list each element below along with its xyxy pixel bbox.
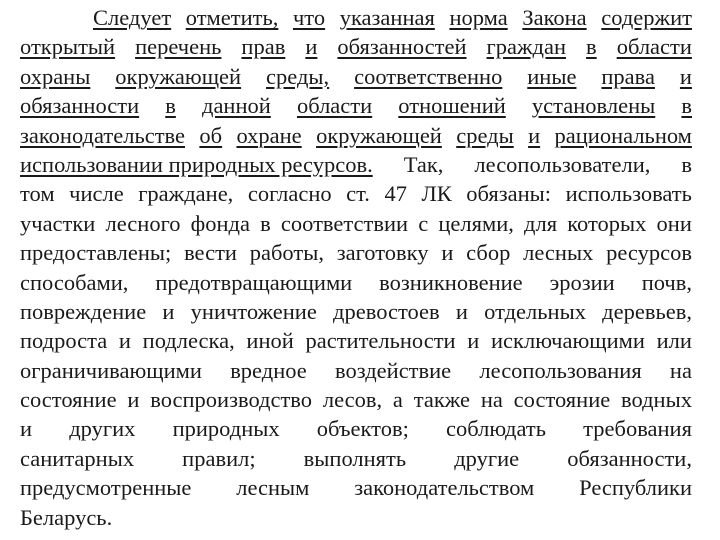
word: 47 bbox=[384, 181, 407, 207]
word: или bbox=[656, 328, 692, 354]
word: лесов, bbox=[322, 387, 383, 413]
word: отношений bbox=[398, 93, 506, 119]
word: отдельных bbox=[484, 298, 586, 324]
word: перечень bbox=[135, 34, 222, 60]
word: они bbox=[656, 210, 692, 236]
word: среды, bbox=[266, 63, 330, 89]
word: и bbox=[162, 298, 175, 324]
text-line bbox=[20, 3, 692, 32]
word: области bbox=[296, 93, 373, 119]
word: открытый bbox=[20, 34, 116, 60]
word: в bbox=[260, 210, 271, 236]
word: законодательством bbox=[354, 475, 535, 501]
word: требования bbox=[583, 416, 692, 442]
word: подроста bbox=[20, 328, 108, 354]
word: предотвращающими bbox=[155, 269, 353, 295]
word: Закона bbox=[522, 5, 587, 30]
word: другие bbox=[454, 445, 520, 471]
word: окружающей bbox=[115, 63, 242, 89]
word: охране bbox=[236, 122, 302, 148]
word: выполнять bbox=[303, 445, 407, 471]
word: соответствии bbox=[280, 210, 409, 236]
word: числе bbox=[69, 181, 124, 207]
word: среды bbox=[456, 122, 514, 148]
word: и bbox=[528, 122, 541, 148]
word: целями, bbox=[438, 210, 514, 236]
word: природных bbox=[172, 416, 280, 442]
text-line bbox=[20, 356, 692, 385]
word: предоставлены; bbox=[20, 240, 172, 266]
word: и bbox=[118, 328, 131, 354]
text-line bbox=[20, 297, 692, 326]
text-line bbox=[20, 179, 692, 208]
word: на bbox=[480, 387, 503, 413]
word: в bbox=[681, 93, 692, 119]
word: и bbox=[441, 240, 454, 266]
word: ресурсов bbox=[606, 240, 692, 266]
word: деревьев, bbox=[602, 298, 692, 324]
word: а bbox=[392, 387, 403, 413]
word: воспроизводство bbox=[150, 387, 313, 413]
text-line bbox=[20, 503, 692, 532]
word: фонда bbox=[190, 210, 250, 236]
word: работы, bbox=[249, 240, 324, 266]
word: соблюдать bbox=[446, 416, 546, 442]
word: эрозии bbox=[549, 269, 615, 295]
word: указанная bbox=[339, 5, 435, 30]
word: граждан bbox=[486, 34, 567, 60]
word: лесных bbox=[523, 240, 594, 266]
word: Беларусь. bbox=[20, 504, 113, 530]
word: Следует bbox=[93, 5, 172, 30]
word: окружающей bbox=[316, 122, 442, 148]
word: данной bbox=[202, 93, 271, 119]
word: отметить, bbox=[185, 5, 279, 30]
word: в bbox=[681, 151, 692, 177]
word: и bbox=[127, 387, 140, 413]
document-page bbox=[20, 3, 692, 532]
word: и bbox=[467, 328, 480, 354]
word: что bbox=[292, 5, 326, 30]
word: обязанности bbox=[20, 93, 140, 119]
text-line bbox=[20, 91, 692, 120]
word: Так, bbox=[403, 151, 444, 177]
word: об bbox=[199, 122, 223, 148]
word: лесопользования bbox=[479, 357, 642, 383]
word: законодательстве bbox=[20, 122, 186, 148]
word: воздействие bbox=[335, 357, 452, 383]
word: сбор bbox=[466, 240, 511, 266]
word: лесного bbox=[105, 210, 181, 236]
word: на bbox=[669, 357, 692, 383]
word: исключающими bbox=[491, 328, 645, 354]
word: обязаны: bbox=[466, 181, 552, 207]
word: которых bbox=[567, 210, 647, 236]
word: древостоев bbox=[333, 298, 440, 324]
word: области bbox=[616, 34, 692, 60]
word: заготовку bbox=[336, 240, 429, 266]
text-line bbox=[20, 150, 692, 179]
word: использовать bbox=[565, 181, 692, 207]
word: ст. bbox=[346, 181, 370, 207]
word: установлены bbox=[531, 93, 656, 119]
word: рациональном bbox=[554, 122, 692, 148]
word: участки bbox=[20, 210, 96, 236]
word: других bbox=[69, 416, 136, 442]
word: использовании природных ресурсов. bbox=[20, 151, 373, 177]
word: лесопользователи, bbox=[474, 151, 651, 177]
word: для bbox=[524, 210, 558, 236]
word: состояние bbox=[513, 387, 611, 413]
word: способами, bbox=[20, 269, 129, 295]
word: лесным bbox=[236, 475, 310, 501]
word: уничтожение bbox=[190, 298, 317, 324]
word: и bbox=[679, 63, 692, 89]
text-line bbox=[20, 444, 692, 473]
word: подлеска, bbox=[142, 328, 235, 354]
text-line bbox=[20, 209, 692, 238]
word: состояние bbox=[20, 387, 117, 413]
word: с bbox=[418, 210, 429, 236]
word: и bbox=[20, 416, 33, 442]
text-line bbox=[20, 414, 692, 443]
text-line bbox=[20, 121, 692, 150]
word: и bbox=[305, 34, 318, 60]
text-line bbox=[20, 326, 692, 355]
word: Республики bbox=[579, 475, 692, 501]
word: правил; bbox=[182, 445, 256, 471]
word: санитарных bbox=[20, 445, 135, 471]
text-line bbox=[20, 268, 692, 297]
word: согласно bbox=[247, 181, 332, 207]
text-line bbox=[20, 32, 692, 61]
word: повреждение bbox=[20, 298, 147, 324]
word: иной bbox=[246, 328, 294, 354]
word: водных bbox=[621, 387, 692, 413]
word: соответственно bbox=[354, 63, 503, 89]
word: ЛК bbox=[421, 181, 452, 207]
word: вести bbox=[184, 240, 237, 266]
word: в bbox=[165, 93, 176, 119]
text-line bbox=[20, 238, 692, 267]
word: прав bbox=[241, 34, 286, 60]
word: в bbox=[586, 34, 597, 60]
word: граждане, bbox=[138, 181, 234, 207]
word: и bbox=[455, 298, 468, 324]
word: охраны bbox=[20, 63, 91, 89]
word: ограничивающими bbox=[20, 357, 202, 383]
word: возникновение bbox=[379, 269, 523, 295]
word: растительности bbox=[305, 328, 456, 354]
word: содержит bbox=[601, 5, 692, 30]
text-line bbox=[20, 473, 692, 502]
text-line bbox=[20, 62, 692, 91]
word: том bbox=[20, 181, 55, 207]
word: почв, bbox=[641, 269, 692, 295]
text-line bbox=[20, 385, 692, 414]
word: права bbox=[601, 63, 655, 89]
word: также bbox=[413, 387, 470, 413]
word: обязанности, bbox=[567, 445, 692, 471]
word: норма bbox=[449, 5, 508, 30]
word: предусмотренные bbox=[20, 475, 192, 501]
word: объектов; bbox=[316, 416, 409, 442]
word: вредное bbox=[230, 357, 307, 383]
word: иные bbox=[527, 63, 577, 89]
word: обязанностей bbox=[337, 34, 467, 60]
